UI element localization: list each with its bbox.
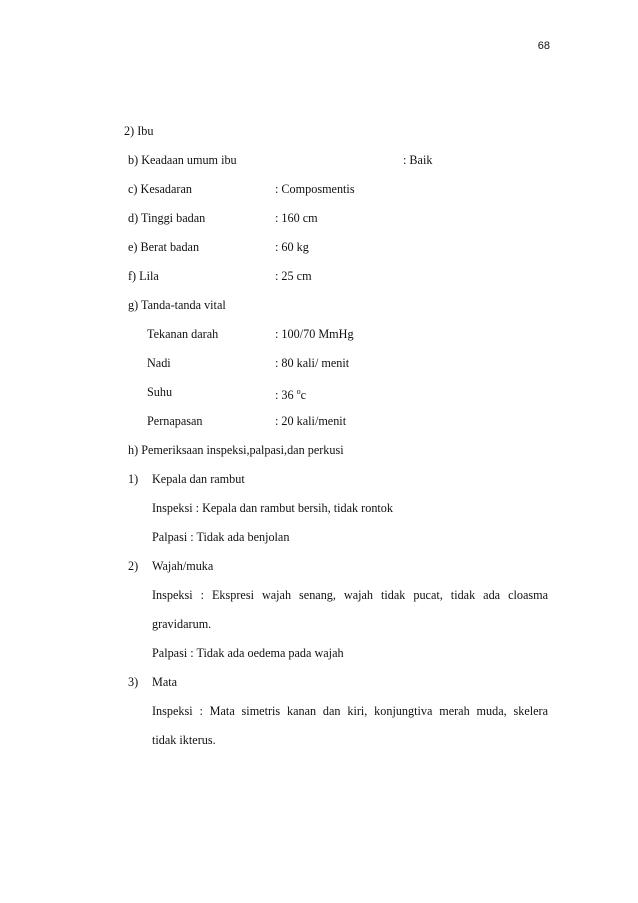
general-label: f) Lila <box>128 269 159 283</box>
general-row <box>128 211 318 225</box>
exam-part-title <box>128 472 245 486</box>
temperature-value: : 36 <box>275 388 297 402</box>
temperature-unit: c <box>300 388 307 402</box>
vital-signs-heading: g) Tanda-tanda vital <box>128 298 226 312</box>
exam-part-title <box>128 559 214 573</box>
vital-label: Suhu <box>147 385 173 399</box>
vital-row <box>147 356 350 370</box>
general-label: e) Berat badan <box>128 240 200 254</box>
exam-palpasi: Palpasi : Tidak ada oedema pada wajah <box>152 646 344 660</box>
page-number: 68 <box>537 40 550 52</box>
general-value: : Baik <box>403 153 433 167</box>
exam-heading: h) Pemeriksaan inspeksi,palpasi,dan perkusi <box>128 443 344 457</box>
general-row <box>128 269 312 283</box>
exam-inspeksi-continued: gravidarum. <box>152 617 212 631</box>
vital-value: : 100/70 MmHg <box>275 327 354 341</box>
vital-row <box>147 414 347 428</box>
general-value: : Composmentis <box>275 182 355 196</box>
exam-palpasi: Palpasi : Tidak ada benjolan <box>152 530 290 544</box>
section-heading: 2) Ibu <box>124 124 154 138</box>
general-value: : 160 cm <box>275 211 318 225</box>
vital-value <box>275 385 306 402</box>
general-value: : 60 kg <box>275 240 309 254</box>
general-row <box>128 153 433 167</box>
exam-inspeksi: Inspeksi : Ekspresi wajah senang, wajah tidak pucat, tidak ada cloasma <box>152 588 548 602</box>
general-row <box>128 240 309 254</box>
exam-part-label: Mata <box>152 675 178 689</box>
general-label: d) Tinggi badan <box>128 211 206 225</box>
exam-part-number: 2) <box>128 559 139 573</box>
general-row <box>128 182 355 196</box>
exam-inspeksi-continued: tidak ikterus. <box>152 733 216 747</box>
exam-part-number: 3) <box>128 675 139 689</box>
vital-label: Tekanan darah <box>147 327 219 341</box>
degree-symbol: o <box>296 387 301 396</box>
vital-value: : 80 kali/ menit <box>275 356 350 370</box>
exam-part-label: Kepala dan rambut <box>152 472 245 486</box>
exam-part-number: 1) <box>128 472 139 486</box>
exam-part-label: Wajah/muka <box>152 559 214 573</box>
exam-inspeksi: Inspeksi : Mata simetris kanan dan kiri, konjungtiva merah muda, skelera <box>152 704 548 718</box>
vital-value: : 20 kali/menit <box>275 414 347 428</box>
general-label: b) Keadaan umum ibu <box>128 153 237 167</box>
general-label: c) Kesadaran <box>128 182 192 196</box>
exam-inspeksi: Inspeksi : Kepala dan rambut bersih, tidak rontok <box>152 501 393 515</box>
exam-part-title <box>128 675 178 689</box>
vital-label: Nadi <box>147 356 171 370</box>
general-value: : 25 cm <box>275 269 312 283</box>
vital-row <box>147 385 307 402</box>
vital-row <box>147 327 354 341</box>
vital-label: Pernapasan <box>147 414 203 428</box>
